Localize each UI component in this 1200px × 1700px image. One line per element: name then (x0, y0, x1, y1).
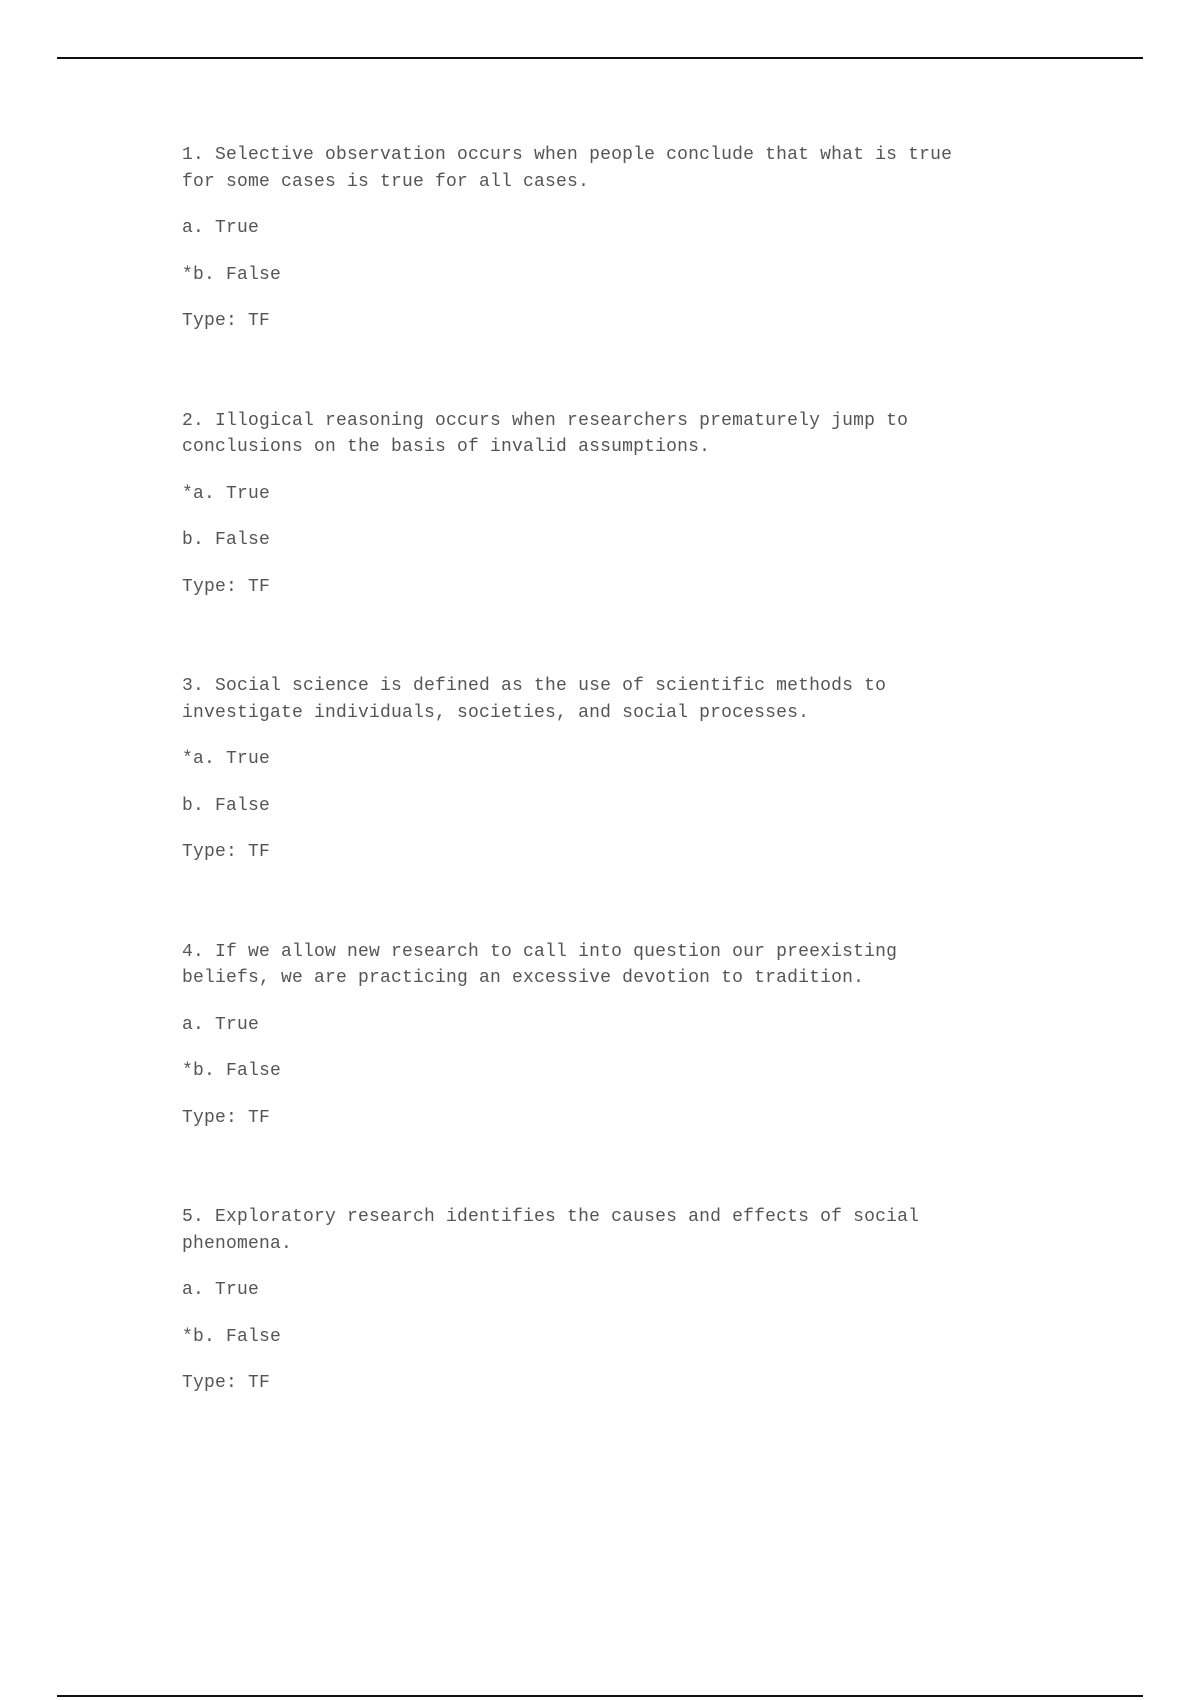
choice-a: a. True (182, 218, 260, 238)
choice-b: b. False (182, 795, 271, 816)
question-list (182, 142, 1082, 1470)
choice-a: a. True (182, 1280, 260, 1300)
question-1 (182, 142, 1082, 335)
choice-a: a. True (182, 1014, 260, 1035)
question-text: 5. Exploratory research identifies the causes and effects of social phenomena. (182, 1207, 920, 1254)
question-type: Type: TF (182, 311, 271, 331)
question-type: Type: TF (182, 1107, 271, 1128)
question-type: Type: TF (182, 576, 271, 597)
question-5 (182, 1204, 1082, 1397)
choice-b: *b. False (182, 1326, 282, 1347)
question-text: 1. Selective observation occurs when people conclude that what is true for some cases is true for all cases. (182, 145, 953, 192)
question-2 (182, 408, 1082, 601)
question-type: Type: TF (182, 842, 271, 862)
question-text: 2. Illogical reasoning occurs when researchers prematurely jump to conclusions on the basis of invalid assumptions. (182, 410, 909, 457)
question-3 (182, 673, 1082, 866)
question-4 (182, 939, 1082, 1132)
choice-a: *a. True (182, 483, 271, 504)
question-text: 3. Social science is defined as the use of scientific methods to investigate individuals, societies, and social processes. (182, 676, 887, 723)
choice-a: *a. True (182, 749, 271, 769)
choice-b: b. False (182, 530, 271, 550)
choice-b: *b. False (182, 1061, 282, 1081)
choice-b: *b. False (182, 264, 282, 285)
top-rule (57, 57, 1143, 59)
question-text: 4. If we allow new research to call into question our preexisting beliefs, we are practicing an excessive devotion to tradition. (182, 941, 898, 988)
question-type: Type: TF (182, 1373, 271, 1393)
bottom-rule (57, 1695, 1143, 1697)
